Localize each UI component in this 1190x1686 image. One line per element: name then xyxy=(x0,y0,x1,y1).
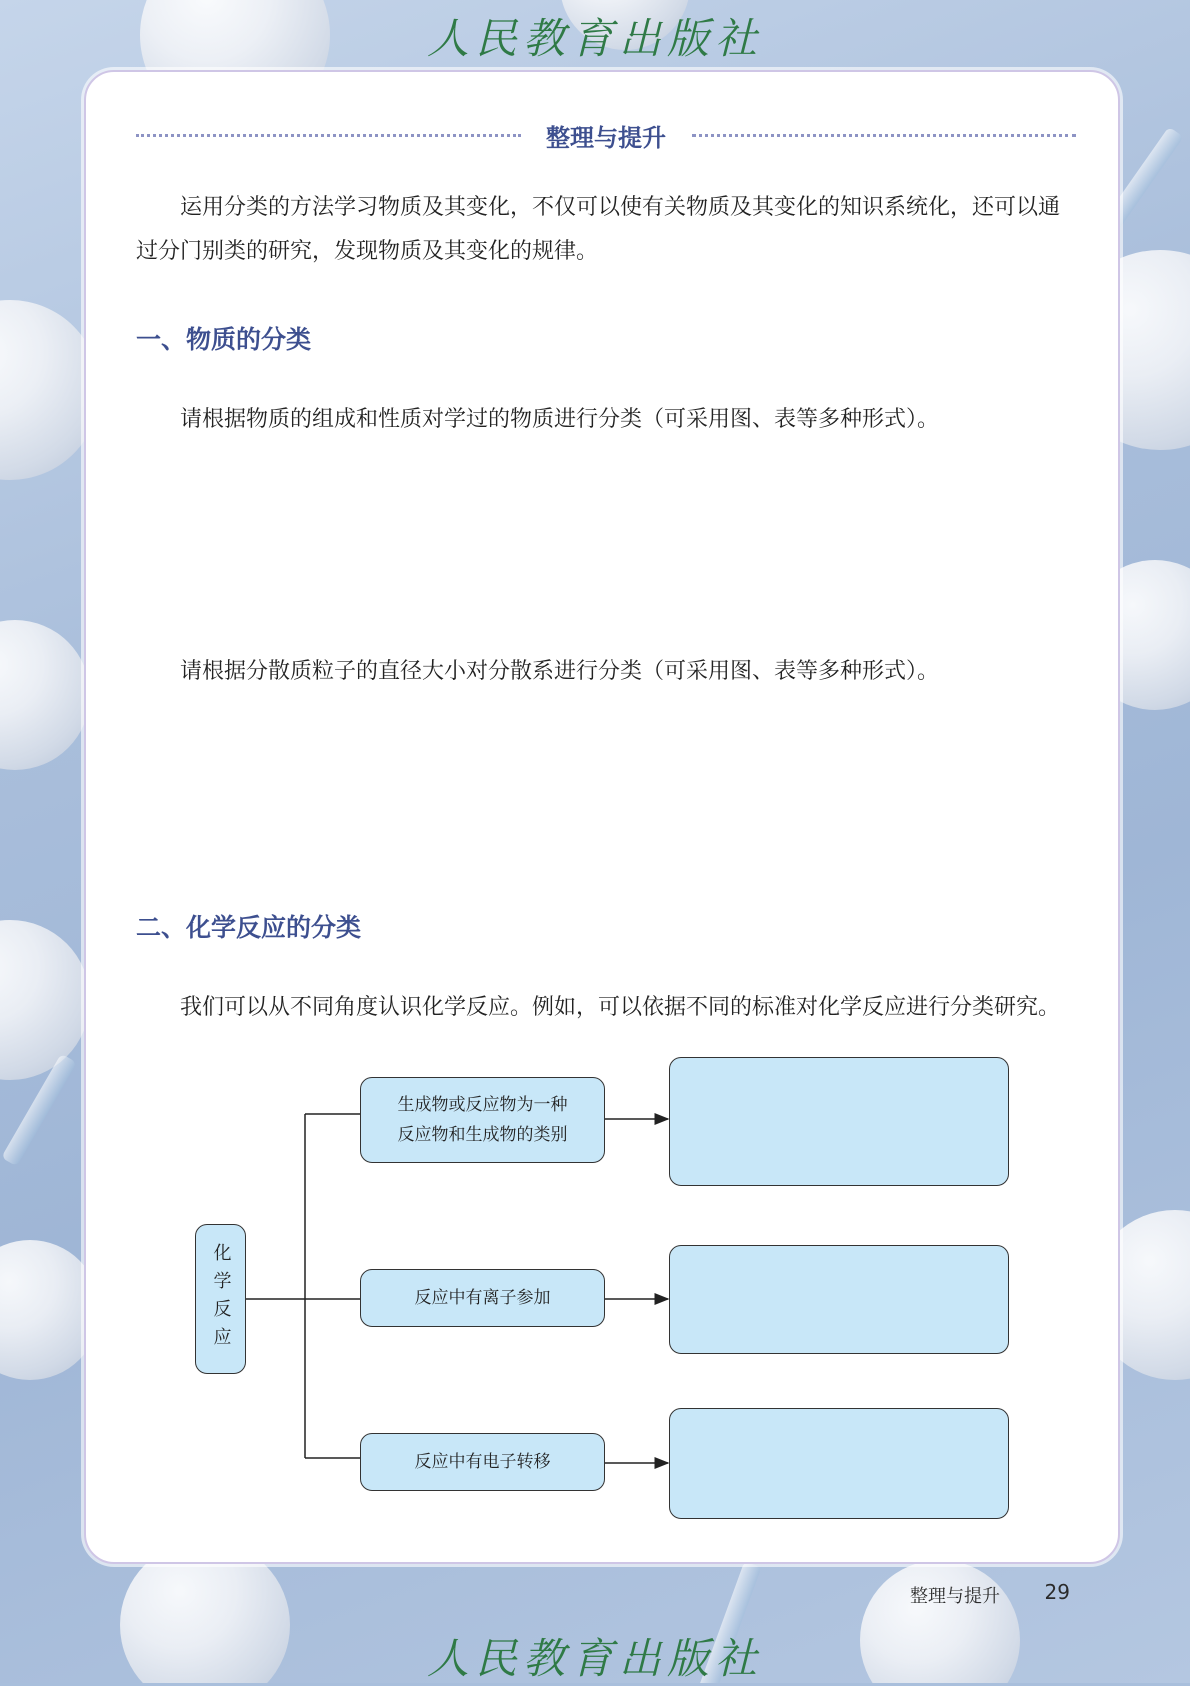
criterion-node-3 xyxy=(360,1433,605,1491)
publisher-watermark-bottom: 人民教育出版社 xyxy=(426,1634,763,1683)
part1-prompt-substance: 请根据物质的组成和性质对学过的物质进行分类（可采用图、表等多种形式）。 xyxy=(180,407,940,432)
criterion-1-line2: 反应物和生成物的类别 xyxy=(397,1125,568,1145)
intro-paragraph: 运用分类的方法学习物质及其变化，不仅可以使有关物质及其变化的知识系统化，还可以通过分门别类的研究，发现物质及其变化的规律。 xyxy=(136,195,1061,264)
answer-box-3 xyxy=(669,1408,1009,1519)
criterion-2-label: 反应中有离子参加 xyxy=(414,1288,551,1308)
footer-page-number: 29 xyxy=(1044,1580,1070,1604)
root-node-label: 化学反应 xyxy=(210,1243,232,1355)
part2-intro: 我们可以从不同角度认识化学反应。例如，可以依据不同的标准对化学反应进行分类研究。 xyxy=(180,995,1061,1020)
footer-section-label: 整理与提升 xyxy=(910,1586,1000,1607)
criterion-3-label: 反应中有电子转移 xyxy=(414,1452,551,1472)
part1-heading: 一、物质的分类 xyxy=(136,325,312,354)
part2-heading: 二、化学反应的分类 xyxy=(136,913,362,942)
publisher-watermark-top: 人民教育出版社 xyxy=(426,14,763,63)
root-node-chemical-reaction xyxy=(195,1224,246,1374)
content-card xyxy=(84,70,1120,1564)
criterion-node-2 xyxy=(360,1269,605,1327)
answer-box-1 xyxy=(669,1057,1009,1186)
section-title: 整理与提升 xyxy=(546,124,666,152)
criterion-node-1 xyxy=(360,1077,605,1163)
answer-box-2 xyxy=(669,1245,1009,1354)
part1-prompt-dispersion: 请根据分散质粒子的直径大小对分散系进行分类（可采用图、表等多种形式）。 xyxy=(180,659,940,684)
criterion-1-line1: 生成物或反应物为一种 xyxy=(397,1095,568,1115)
